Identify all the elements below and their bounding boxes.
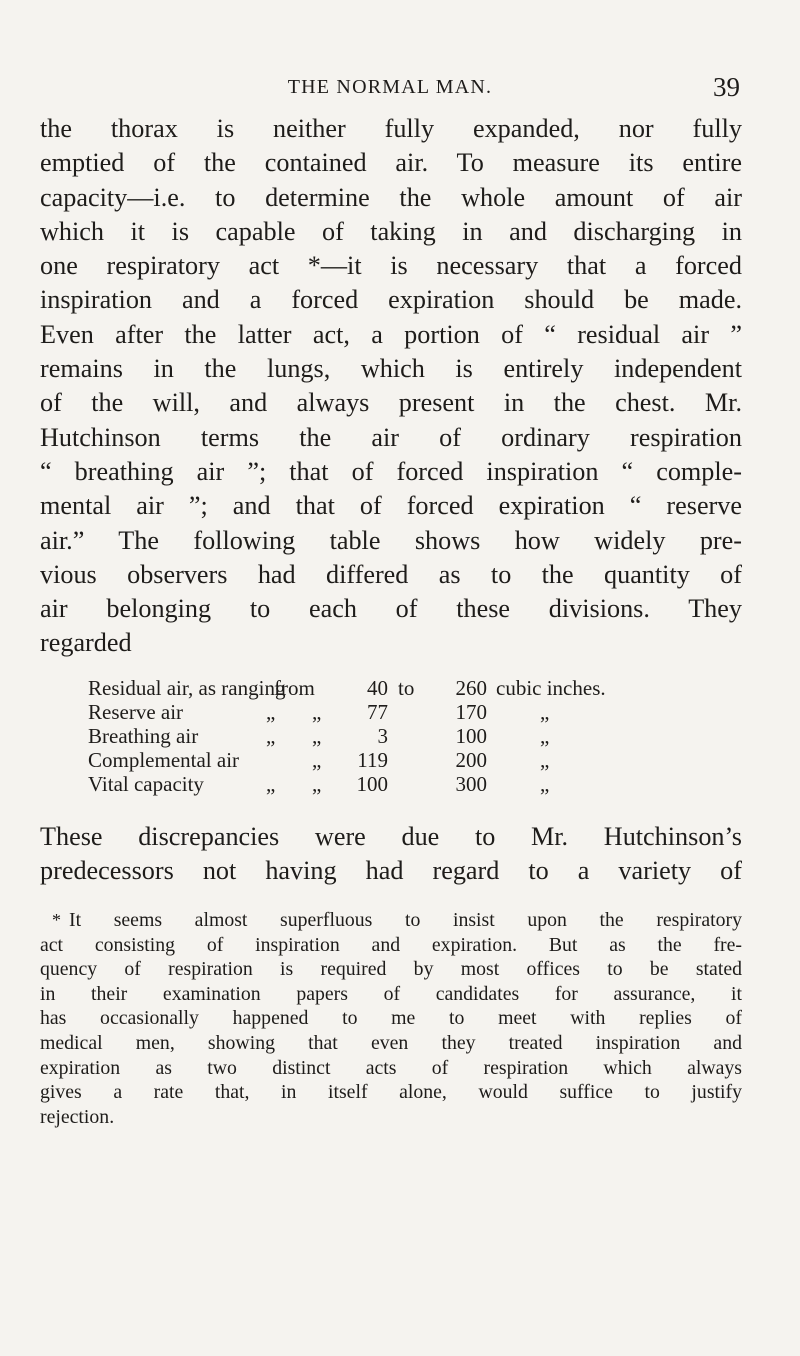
body-line: mental air ”; and that of forced expiration “ reserve	[40, 491, 742, 521]
table-row	[88, 700, 748, 724]
air-capacity-table	[88, 676, 748, 796]
body-line: remains in the lungs, which is entirely independent	[40, 354, 742, 384]
row-label: Reserve air	[88, 700, 184, 724]
table-row	[88, 772, 748, 796]
page-number: 39	[713, 72, 740, 102]
footnote-line: expiration as two distinct acts of respiration which always	[40, 1056, 742, 1079]
body-line: one respiratory act *—it is necessary that a forced	[40, 251, 742, 281]
body-line: regarded	[40, 628, 132, 658]
high-value: 200	[455, 748, 487, 772]
ditto-mark: „	[312, 772, 322, 796]
high-value: 260	[455, 676, 487, 700]
ditto-mark: „	[540, 772, 550, 796]
footnote-line: gives a rate that, in itself alone, would suffice to justify	[40, 1081, 742, 1104]
body-line: which it is capable of taking in and discharging in	[40, 216, 742, 246]
body-paragraph	[40, 112, 742, 661]
footnote-line: rejection.	[40, 1105, 115, 1128]
ditto-mark: „	[540, 700, 550, 724]
footnote-line	[40, 908, 742, 933]
low-value: 3	[377, 724, 388, 748]
low-value: 119	[357, 748, 388, 772]
body-line: These discrepancies were due to Mr. Hutchinson’s	[40, 822, 742, 851]
footnote	[40, 908, 742, 1129]
body-line: of the will, and always present in the chest. Mr.	[40, 388, 742, 418]
low-value: 77	[367, 700, 388, 724]
table-row	[88, 724, 748, 748]
row-label: Vital capacity	[88, 772, 204, 796]
body-line: emptied of the contained air. To measure its entire	[40, 148, 742, 178]
row-label: Residual air, as ranging	[88, 676, 286, 700]
body-line: “ breathing air ”; that of forced inspiration “ comple-	[40, 456, 742, 486]
running-title: THE NORMAL MAN.	[287, 76, 493, 98]
footnote-line: medical men, showing that even they treated inspiration and	[40, 1031, 742, 1054]
table-row	[88, 748, 748, 772]
ditto-mark: „	[540, 724, 550, 748]
body-line: Hutchinson terms the air of ordinary respiration	[40, 422, 742, 452]
from-word: from	[274, 676, 315, 700]
ditto-mark: „	[266, 724, 276, 748]
high-value: 300	[455, 772, 487, 796]
body-line: the thorax is neither fully expanded, nor fully	[40, 114, 742, 143]
row-label: Breathing air	[88, 724, 199, 748]
row-label: Complemental air	[88, 748, 240, 772]
footnote-line: quency of respiration is required by most offices to be stated	[40, 958, 742, 981]
body-line: vious observers had differed as to the quantity of	[40, 559, 742, 589]
ditto-mark: „	[312, 748, 322, 772]
ditto-mark: „	[540, 748, 550, 772]
body-line: Even after the latter act, a portion of “ residual air ”	[40, 319, 742, 349]
body-line: air belonging to each of these divisions. They	[40, 594, 742, 624]
body-line: air.” The following table shows how widely pre-	[40, 525, 742, 555]
body-line: capacity—i.e. to determine the whole amount of air	[40, 182, 742, 212]
body-line: predecessors not having had regard to a variety of	[40, 856, 742, 886]
ditto-mark: „	[266, 772, 276, 796]
low-value: 40	[367, 676, 388, 700]
ditto-mark: „	[266, 700, 276, 724]
ditto-mark: „	[312, 700, 322, 724]
footnote-text: It seems almost superfluous to insist upon the respiratory	[69, 909, 742, 931]
body-line: inspiration and a forced expiration should be made.	[40, 285, 742, 315]
footnote-line: act consisting of inspiration and expiration. But as the fre-	[40, 933, 742, 956]
continuation-paragraph	[40, 820, 742, 889]
table-row	[88, 676, 748, 700]
footnote-line: in their examination papers of candidates for assurance, it	[40, 982, 742, 1005]
high-value: 170	[455, 700, 487, 724]
footnote-marker: *	[52, 910, 61, 930]
unit-label: cubic inches.	[496, 676, 606, 700]
to-word: to	[398, 676, 415, 700]
running-head	[40, 72, 740, 102]
low-value: 100	[356, 772, 388, 796]
ditto-mark: „	[312, 724, 322, 748]
high-value: 100	[455, 724, 487, 748]
footnote-line: has occasionally happened to me to meet with replies of	[40, 1007, 742, 1030]
